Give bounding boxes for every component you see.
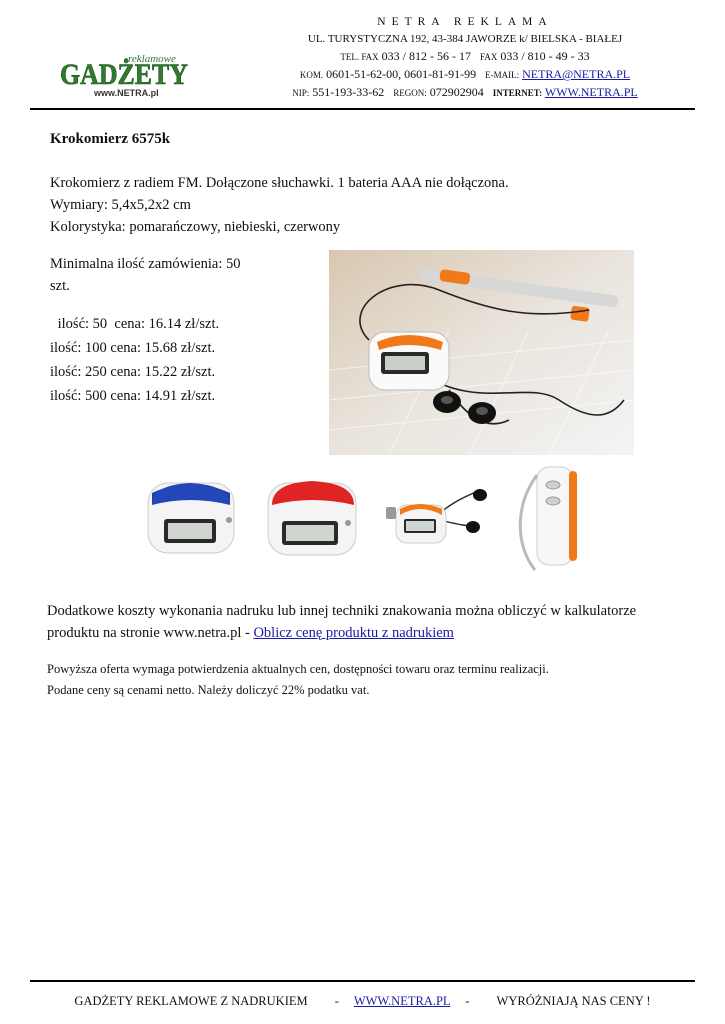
product-photo-main (329, 250, 634, 455)
header-divider (30, 108, 695, 110)
product-title: Krokomierz 6575k (50, 131, 171, 147)
min-order: Minimalna ilość zamówienia: 50 szt. (50, 256, 241, 294)
product-photo-side (505, 465, 590, 575)
product-photo-orange (380, 465, 490, 575)
company-name: NETRA REKLAMA (377, 16, 553, 28)
price-row: ilość: 50 cena: 16.14 zł/szt. (54, 316, 220, 332)
company-address: UL. TURYSTYCZNA 192, 43-384 JAWORZE k/ BIELSKA - BIAŁEJ (307, 33, 623, 45)
footer (0, 994, 725, 1009)
logo-url: www.NETRA.pl (94, 88, 159, 98)
price-row: ilość: 100 cena: 15.68 zł/szt. (50, 340, 216, 356)
footer-sep: - (334, 994, 339, 1008)
footer-sep: - (465, 994, 470, 1008)
gadzety-logo (58, 50, 193, 100)
website-link[interactable]: WWW.NETRA.PL (544, 85, 638, 99)
offer-notice (47, 659, 549, 701)
ids-line: NIP: 551-193-33-62 REGON: 072902904 INTERNET: WWW.NETRA.PL (292, 85, 638, 99)
logo-text: GADŻETY (60, 58, 189, 91)
product-description-block (50, 172, 509, 238)
print-cost-info: Dodatkowe koszty wykonania nadruku lub innej techniki znakowania można obliczyć w kalkulatorze produktu na stronie www.netra.pl - Oblicz cenę produktu z nadrukiem (47, 603, 637, 641)
product-colors: Kolorystyka: pomarańczowy, niebieski, czerwony (50, 219, 341, 235)
product-description: Krokomierz z radiem FM. Dołączone słuchawki. 1 bateria AAA nie dołączona. (50, 175, 509, 191)
product-dimensions: Wymiary: 5,4x5,2x2 cm (50, 197, 191, 213)
notice-line: Powyższa oferta wymaga potwierdzenia aktualnych cen, dostępności towaru oraz terminu realizacji. (47, 662, 549, 676)
footer-divider (30, 980, 695, 982)
price-row: ilość: 250 cena: 15.22 zł/szt. (50, 364, 216, 380)
contact-line: KOM. 0601-51-62-00, 0601-81-91-99 E-MAIL: NETRA@NETRA.PL (299, 67, 631, 81)
footer-right: WYRÓŻNIAJĄ NAS CENY ! (496, 994, 651, 1008)
notice-line: Podane ceny są cenami netto. Należy doliczyć 22% podatku vat. (47, 683, 370, 697)
product-photo-blue (140, 465, 240, 575)
footer-website-link[interactable]: WWW.NETRA.PL (353, 994, 451, 1008)
logo-subtext: reklamowe (128, 53, 176, 65)
price-row: ilość: 500 cena: 14.91 zł/szt. (50, 388, 216, 404)
company-header (260, 14, 670, 102)
calculate-price-link[interactable]: Oblicz cenę produktu z nadrukiem (253, 625, 454, 641)
email-link[interactable]: NETRA@NETRA.PL (522, 67, 631, 81)
footer-left: GADŻETY REKLAMOWE Z NADRUKIEM (74, 994, 308, 1008)
price-list (50, 312, 219, 408)
phone-line: TEL. FAX 033 / 812 - 56 - 17 FAX 033 / 810 - 49 - 33 (340, 49, 590, 63)
product-photo-red (262, 465, 362, 575)
